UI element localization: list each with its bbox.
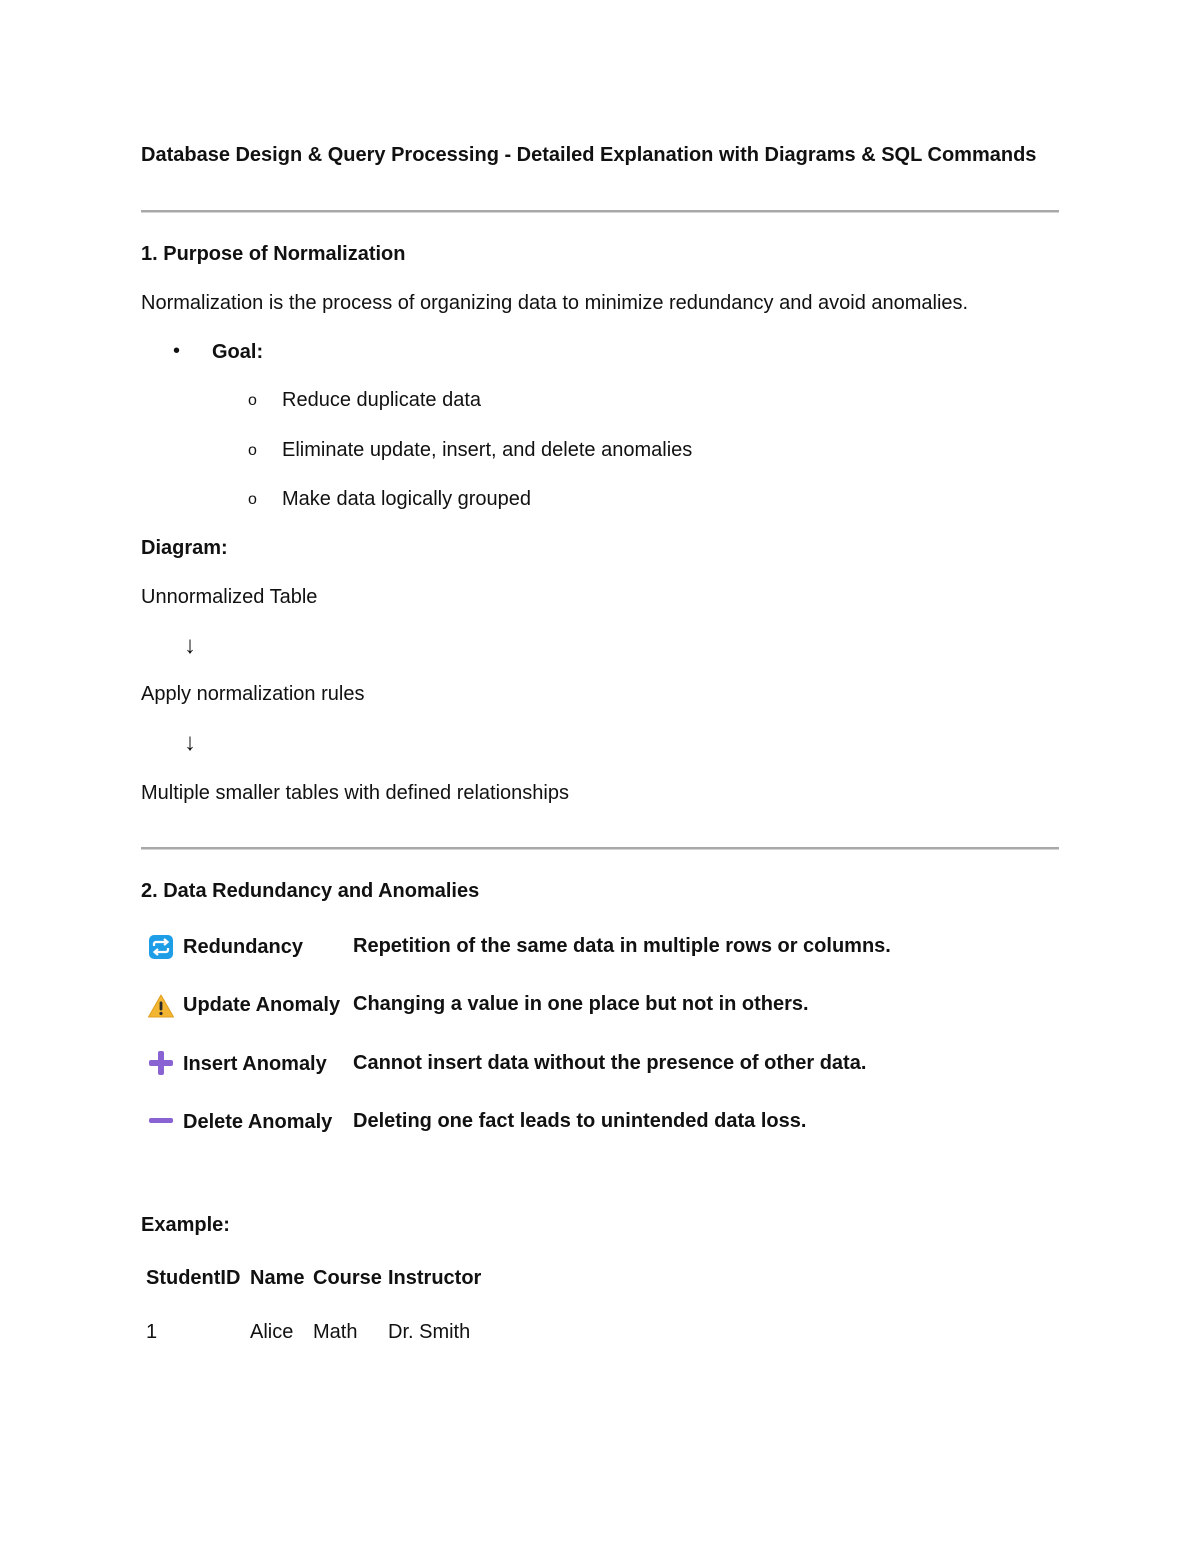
anomaly-term: Redundancy: [183, 936, 304, 958]
anomaly-description: Deleting one fact leads to unintended data loss.: [353, 1110, 807, 1132]
table-header: StudentID: [146, 1267, 241, 1289]
list-item: Make data logically grouped: [282, 488, 532, 510]
table-header: Instructor: [388, 1267, 482, 1289]
anomaly-term: Update Anomaly: [183, 994, 341, 1016]
document-title: Database Design & Query Processing - Detailed Explanation with Diagrams & SQL Commands: [141, 144, 1037, 166]
sub-bullet-marker: o: [248, 392, 257, 409]
anomaly-term: Delete Anomaly: [183, 1111, 333, 1133]
repeat-icon: [148, 934, 174, 960]
table-cell: Dr. Smith: [388, 1321, 471, 1343]
diagram-step: Apply normalization rules: [141, 683, 365, 705]
table-cell: Alice: [250, 1321, 294, 1343]
diagram-step: Multiple smaller tables with defined relationships: [141, 782, 569, 804]
anomaly-description: Repetition of the same data in multiple rows or columns.: [353, 935, 891, 957]
anomaly-description: Cannot insert data without the presence of other data.: [353, 1052, 867, 1074]
anomaly-description: Changing a value in one place but not in others.: [353, 993, 809, 1015]
minus-icon: [148, 1116, 174, 1126]
anomaly-term: Insert Anomaly: [183, 1053, 327, 1075]
diagram-step: Unnormalized Table: [141, 586, 318, 608]
sub-bullet-marker: o: [248, 491, 257, 508]
bullet-marker: •: [173, 340, 181, 362]
table-header: Name: [250, 1267, 305, 1289]
goal-label: Goal:: [212, 341, 264, 363]
section-heading: 2. Data Redundancy and Anomalies: [141, 880, 480, 902]
list-item: Reduce duplicate data: [282, 389, 482, 411]
table-cell: 1: [146, 1321, 158, 1343]
diagram-label: Diagram:: [141, 537, 228, 559]
table-header: Course: [313, 1267, 382, 1289]
section-heading: 1. Purpose of Normalization: [141, 243, 406, 265]
sub-bullet-marker: o: [248, 442, 257, 459]
plus-icon: [148, 1050, 174, 1076]
paragraph: Normalization is the process of organizing data to minimize redundancy and avoid anomalies.: [141, 292, 969, 314]
horizontal-rule: [141, 847, 1059, 850]
horizontal-rule: [141, 210, 1059, 213]
list-item: Eliminate update, insert, and delete anomalies: [282, 439, 693, 461]
table-cell: Math: [313, 1321, 358, 1343]
warning-icon: [147, 993, 175, 1019]
down-arrow-icon: ↓: [184, 729, 196, 756]
down-arrow-icon: ↓: [184, 632, 196, 659]
example-label: Example:: [141, 1214, 230, 1236]
